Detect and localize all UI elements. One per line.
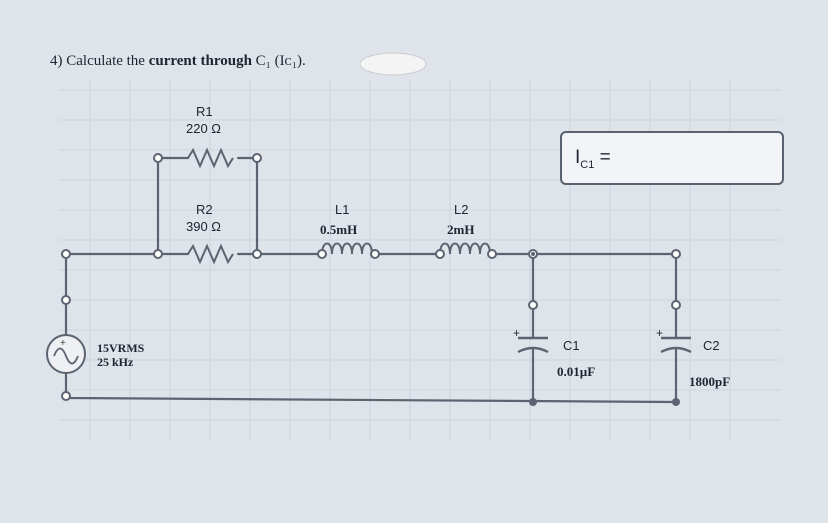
question-prefix: Calculate the [66,53,145,69]
answer-label-subscript: C1 [580,158,595,171]
r1-name: R1 [196,104,213,119]
question-number: 4) [50,53,63,69]
redaction-mark [360,53,426,75]
c2-name: C2 [703,338,720,353]
r2-value: 390 Ω [186,219,222,234]
r1-value: 220 Ω [186,121,222,136]
c2-value: 1800pF [689,374,731,389]
l1-name: L1 [335,202,350,217]
r2-name: R2 [196,202,213,217]
l2-value: 2mH [447,222,475,237]
question-bold-phrase: current through [148,53,252,69]
svg-text:+: + [60,338,66,349]
c1-value: 0.01µF [557,364,596,379]
l2-name: L2 [454,202,469,217]
ac-source-icon [47,335,85,373]
c1-polarity: + [513,326,521,340]
wire-bottom-rail [66,396,676,402]
l1-value: 0.5mH [320,222,358,237]
question-suffix: C₁ (Iᴄ₁). [255,53,306,69]
answer-label-equals: = [599,147,611,168]
l2-coil [440,244,490,255]
source-frequency: 25 kHz [97,355,134,369]
source-voltage: 15VRMS [97,341,145,355]
question-text [50,53,306,70]
c2-polarity: + [656,326,664,340]
answer-label [575,147,611,171]
answer-label-main: I [575,147,581,168]
c1-name: C1 [563,338,580,353]
